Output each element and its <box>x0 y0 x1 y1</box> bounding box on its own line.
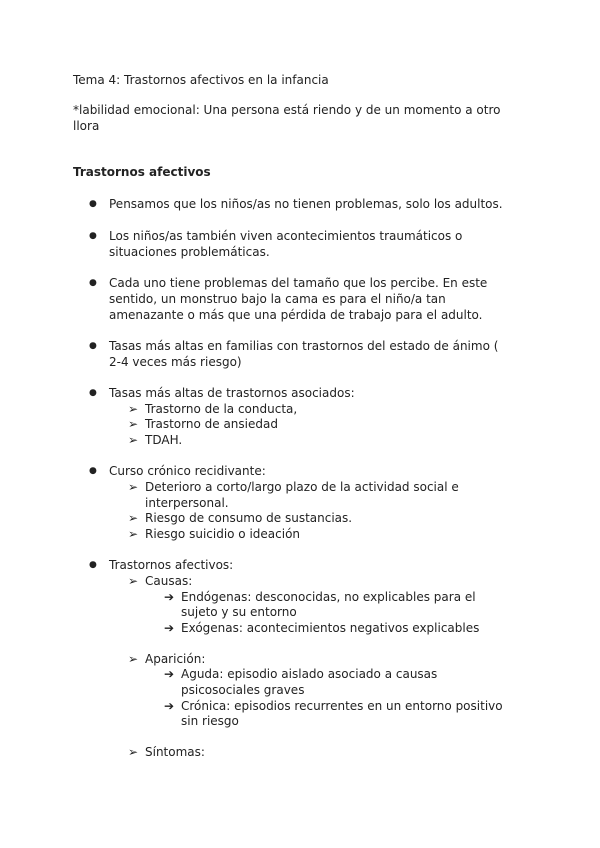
bullet-icon: ● <box>89 231 97 241</box>
bullet-icon: ● <box>89 199 97 209</box>
right-arrow-icon: ➔ <box>164 621 175 635</box>
list-item: Trastornos afectivos: <box>109 558 234 572</box>
list-item: Curso crónico recidivante: <box>109 464 266 478</box>
sub-sub-list-item: Endógenas: desconocidas, no explicables para el <box>181 590 476 604</box>
section-heading: Trastornos afectivos <box>73 165 211 179</box>
list-item: Tasas más altas en familias con trastornos del estado de ánimo ( <box>109 339 499 353</box>
sub-list-item: Trastorno de la conducta, <box>145 402 298 416</box>
sub-sub-list-item-continuation: psicosociales graves <box>181 683 305 697</box>
bullet-icon: ● <box>89 466 97 476</box>
sub-list-item: Trastorno de ansiedad <box>145 417 278 431</box>
sub-list-item: Síntomas: <box>145 745 205 759</box>
sub-list-item: Riesgo suicidio o ideación <box>145 527 301 541</box>
right-arrow-icon: ➔ <box>164 590 175 604</box>
list-item: Cada uno tiene problemas del tamaño que los percibe. En este <box>109 276 488 290</box>
sub-sub-list-item-continuation: sujeto y su entorno <box>181 605 297 619</box>
right-arrow-icon: ➔ <box>164 667 175 681</box>
bullet-icon: ● <box>89 278 97 288</box>
note-line-2: llora <box>73 119 100 133</box>
sub-sub-list-item: Exógenas: acontecimientos negativos explicables <box>181 621 480 635</box>
list-item-continuation: amenazante o más que una pérdida de trabajo para el adulto. <box>109 308 483 322</box>
arrow-bullet-icon: ➢ <box>128 652 139 666</box>
sub-list-item: Deterioro a corto/largo plazo de la actividad social e <box>145 480 459 494</box>
list-item: Los niños/as también viven acontecimientos traumáticos o <box>109 229 463 243</box>
note-line-1: *labilidad emocional: Una persona está riendo y de un momento a otro <box>73 103 501 117</box>
document-title: Tema 4: Trastornos afectivos en la infancia <box>73 73 329 87</box>
bullet-icon: ● <box>89 341 97 351</box>
sub-list-item: Causas: <box>145 574 193 588</box>
sub-list-item: Riesgo de consumo de sustancias. <box>145 511 353 525</box>
sub-sub-list-item: Crónica: episodios recurrentes en un entorno positivo <box>181 699 503 713</box>
arrow-bullet-icon: ➢ <box>128 511 139 525</box>
bullet-icon: ● <box>89 560 97 570</box>
arrow-bullet-icon: ➢ <box>128 433 139 447</box>
list-item-continuation: sentido, un monstruo bajo la cama es para el niño/a tan <box>109 292 446 306</box>
arrow-bullet-icon: ➢ <box>128 402 139 416</box>
sub-sub-list-item: Aguda: episodio aislado asociado a causas <box>181 667 438 681</box>
arrow-bullet-icon: ➢ <box>128 480 139 494</box>
list-item: Pensamos que los niños/as no tienen problemas, solo los adultos. <box>109 197 503 211</box>
bullet-icon: ● <box>89 388 97 398</box>
arrow-bullet-icon: ➢ <box>128 745 139 759</box>
list-item-continuation: situaciones problemáticas. <box>109 245 270 259</box>
list-item: Tasas más altas de trastornos asociados: <box>109 386 355 400</box>
list-item-continuation: 2-4 veces más riesgo) <box>109 355 242 369</box>
sub-list-item: TDAH. <box>145 433 183 447</box>
sub-sub-list-item-continuation: sin riesgo <box>181 714 239 728</box>
arrow-bullet-icon: ➢ <box>128 574 139 588</box>
right-arrow-icon: ➔ <box>164 699 175 713</box>
sub-list-item-continuation: interpersonal. <box>145 496 229 510</box>
arrow-bullet-icon: ➢ <box>128 417 139 431</box>
arrow-bullet-icon: ➢ <box>128 527 139 541</box>
sub-list-item: Aparición: <box>145 652 206 666</box>
